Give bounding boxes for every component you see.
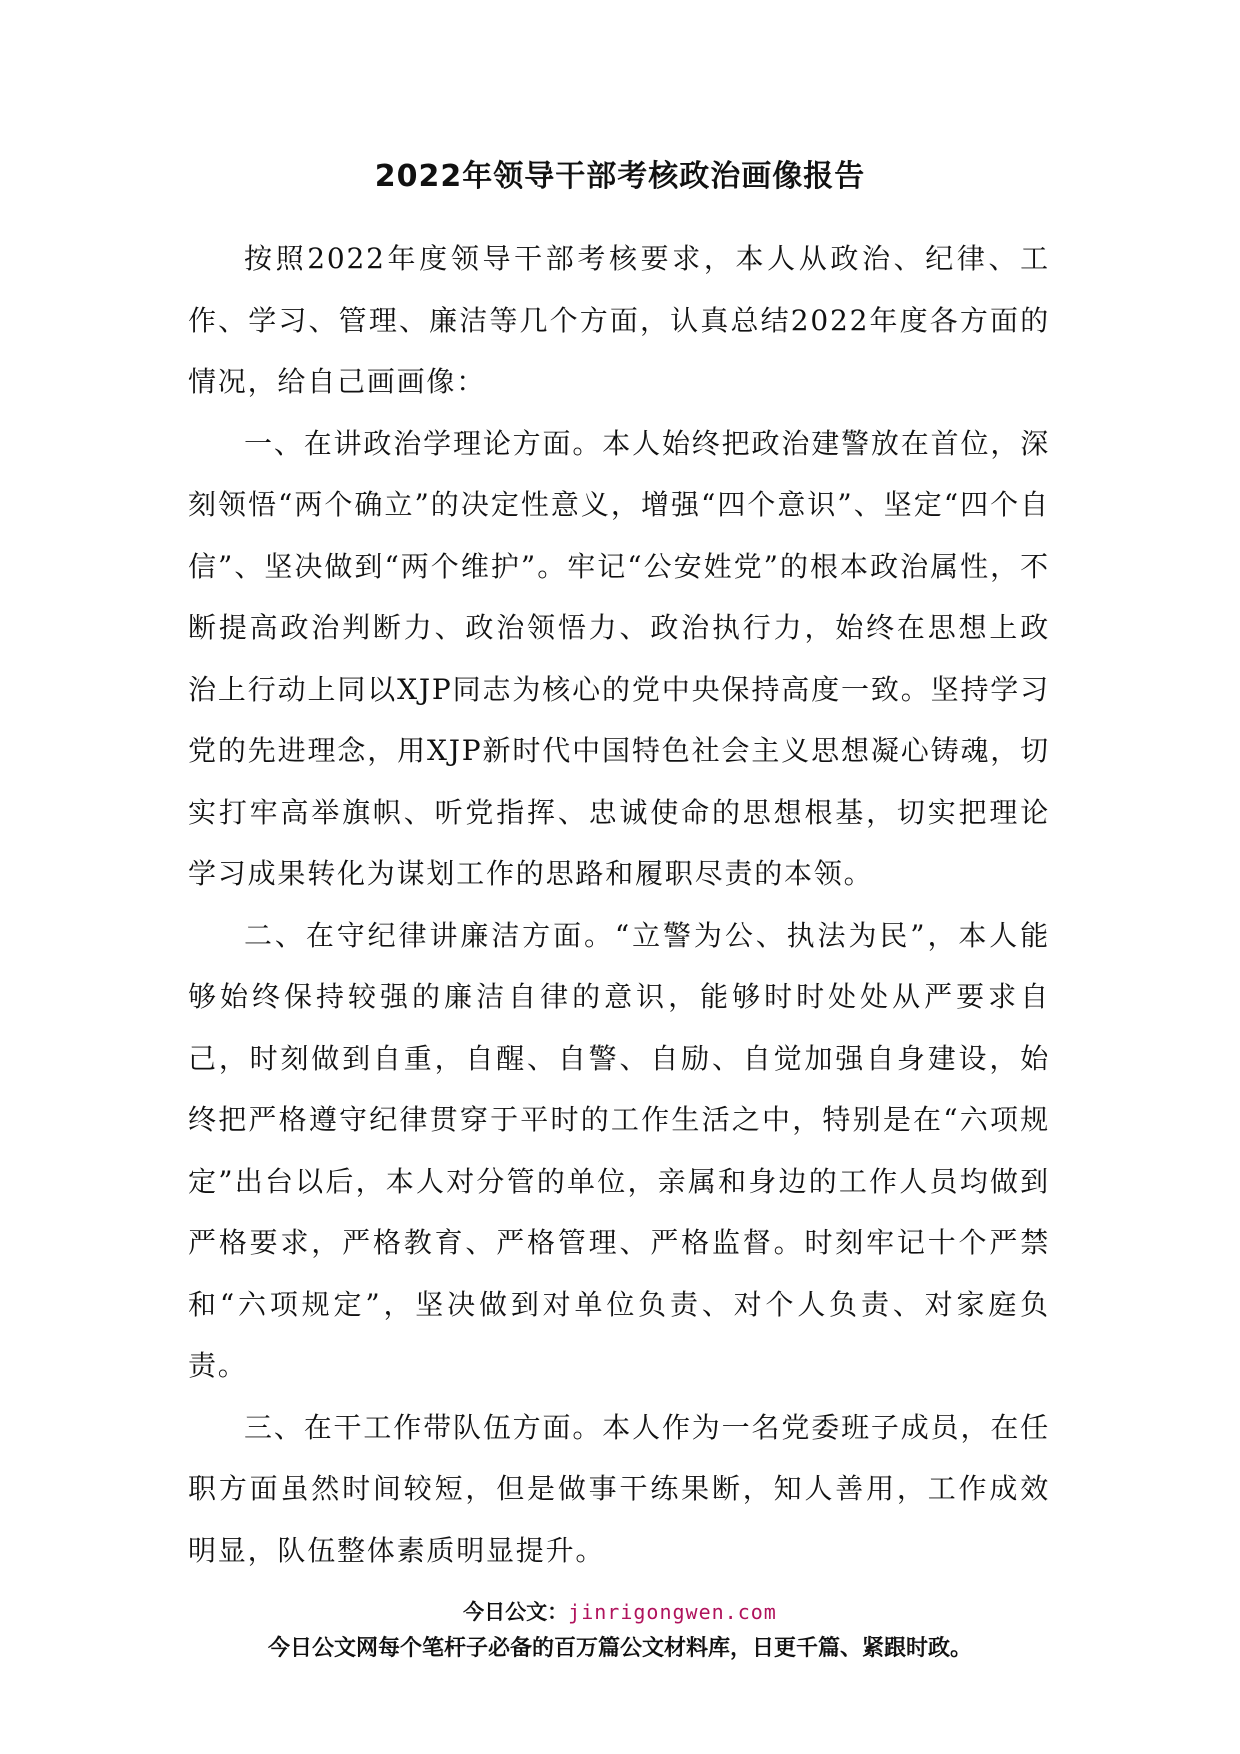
footer-site-line — [0, 1597, 1240, 1627]
paragraph-work-team: 三、在干工作带队伍方面。本人作为一名党委班子成员，在任职方面虽然时间较短，但是做事干练果断，知人善用，工作成效明显，队伍整体素质明显提升。 — [188, 1410, 1050, 1567]
footer-slogan: 今日公文网每个笔杆子必备的百万篇公文材料库，日更千篇、紧跟时政。 — [267, 1636, 972, 1661]
footer-site-label: 今日公文： — [463, 1600, 569, 1624]
paragraph-politics-theory: 一、在讲政治学理论方面。本人始终把政治建警放在首位，深刻领悟“两个确立”的决定性意义，增强“四个意识”、坚定“四个自信”、坚决做到“两个维护”。牢记“公安姓党”的根本政治属性，不断提高政治判断力、政治领悟力、政治执行力，始终在思想上政治上行动上同以XJP同志为核心的党中央保持高度一致。坚持学习党的先进理念，用XJP新时代中国特色社会主义思想凝心铸魂，切实打牢高举旗帜、听党指挥、忠诚使命的思想根基，切实把理论学习成果转化为谋划工作的思路和履职尽责的本领。 — [188, 426, 1050, 890]
footer — [0, 1597, 1240, 1665]
paragraph-intro: 按照2022年度领导干部考核要求，本人从政治、纪律、工作、学习、管理、廉洁等几个方面，认真总结2022年度各方面的情况，给自己画画像： — [188, 242, 1050, 398]
document-body — [188, 228, 1050, 1581]
page-title: 2022年领导干部考核政治画像报告 — [374, 159, 866, 194]
footer-site-link[interactable]: jinrigongwen.com — [568, 1600, 777, 1624]
paragraph-discipline-integrity: 二、在守纪律讲廉洁方面。“立警为公、执法为民”，本人能够始终保持较强的廉洁自律的意识，能够时时处处从严要求自己，时刻做到自重，自醒、自警、自励、自觉加强自身建设，始终把严格遵守纪律贯穿于平时的工作生活之中，特别是在“六项规定”出台以后，本人对分管的单位，亲属和身边的工作人员均做到严格要求，严格教育、严格管理、严格监督。时刻牢记十个严禁和“六项规定”，坚决做到对单位负责、对个人负责、对家庭负责。 — [188, 918, 1050, 1382]
